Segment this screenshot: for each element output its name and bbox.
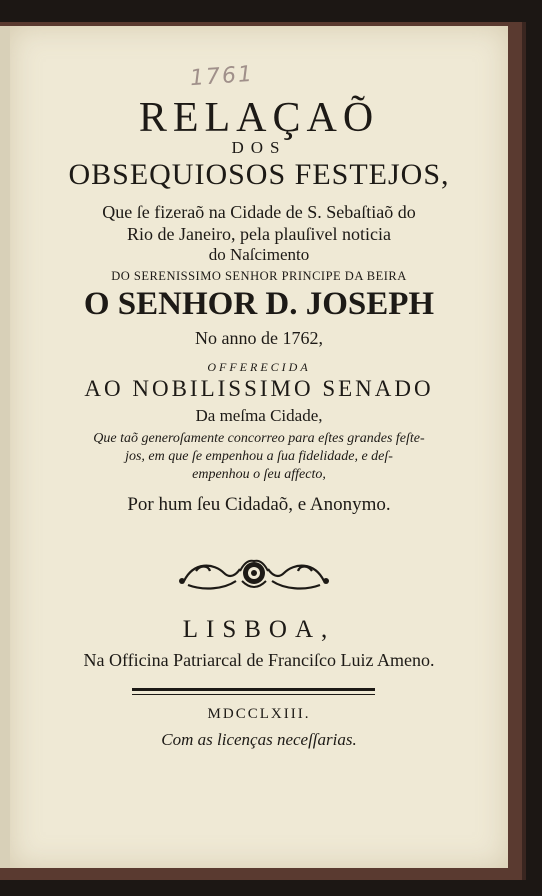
imprint-license: Com as licenças neceſſarias. [161, 730, 357, 749]
dedication-line-1: Que taõ generoſamente concorreo para eſtes grandes feſte- [93, 431, 425, 446]
dedication-line-2: jos, em que ſe empenhou a ſua fidelidade, e deſ- [125, 449, 393, 464]
text-line-2: Rio de Janeiro, pela plauſivel noticia [127, 224, 391, 244]
divider-rule-thin [132, 694, 375, 695]
imprint-press: Na Officina Patriarcal de Franciſco Luiz Ameno. [83, 650, 435, 670]
title-main: OBSEQUIOSOS FESTEJOS, [68, 158, 450, 191]
author-line: Por hum ſeu Cidadaõ, e Anonymo. [127, 494, 391, 515]
senate-line: AO NOBILISSIMO SENADO [84, 376, 434, 401]
imprint-year: MDCCLXIII. [207, 706, 311, 722]
title-page [10, 26, 508, 868]
imprint-city: LISBOA, [182, 616, 336, 643]
text-line-4: DO SERENISSIMO SENHOR PRINCIPE DA BEIRA [111, 269, 407, 283]
offered-line: OFFERECIDA [207, 360, 311, 374]
title: RELAÇAÕ [138, 95, 380, 141]
city-line: Da meſma Cidade, [195, 406, 323, 425]
title-dos: DOS [231, 138, 287, 157]
text-line-1: Que ſe fizeraõ na Cidade de S. Sebaſtiaõ do [102, 202, 416, 222]
prince-name: O SENHOR D. JOSEPH [83, 286, 435, 322]
dedication-line-3: empenhou o ſeu affecto, [192, 467, 326, 482]
divider-rule [132, 688, 375, 691]
text-line-3: do Naſcimento [208, 245, 310, 264]
ornament-icon [174, 551, 334, 595]
handwritten-note: 1761 [189, 61, 255, 92]
year-line: No anno de 1762, [195, 328, 323, 348]
